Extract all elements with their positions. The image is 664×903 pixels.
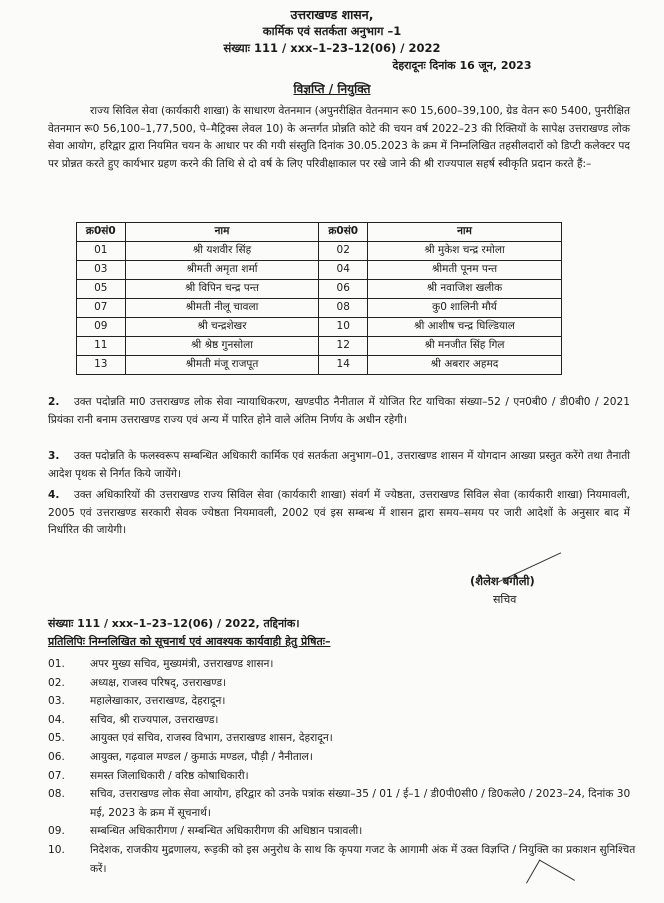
list-item-text: आयुक्त, गढ़वाल मण्डल / कुमाऊं मण्डल, पौड़ी / नैनीताल। — [90, 750, 313, 763]
cell-name: श्री नवाजिश खलीक — [368, 280, 562, 299]
table-row — [77, 299, 562, 318]
cell-name: श्री चन्द्रशेखर — [125, 318, 319, 337]
govt-header: उत्तराखण्ड शासन, — [290, 7, 374, 22]
list-item — [48, 748, 638, 767]
cell-name: श्री मनजीत सिंह गिल — [368, 337, 562, 356]
para-text: उक्त पदोन्नति मा0 उत्तराखण्ड लोक सेवा न्यायाधिकरण, खण्डपीठ नैनीताल में योजित रिट याचिका संख्या–52 / एन0बी0 / डी0बी0 / 2021 प्रियंका रानी बनाम उत्तराखण्ड राज्य एवं अन्य में पारित होने वाले अंतिम निर्णय के अधीन रहेगी। — [48, 396, 630, 426]
cell-name: श्री यशवीर सिंह — [125, 242, 319, 261]
cell-sno: 14 — [319, 356, 368, 375]
reference-number: संख्याः 111 / xxx–1–23–12(06) / 2022 — [223, 41, 441, 55]
list-item — [48, 729, 638, 748]
cell-name: श्रीमती अमृता शर्मा — [125, 261, 319, 280]
paragraph-3 — [48, 448, 630, 483]
list-item — [48, 711, 638, 730]
list-item-text: सम्बन्धित अधिकारीगण / सम्बन्धित अधिकारीगण की अधिष्ठान पत्रावली। — [90, 825, 363, 838]
col-header-name-2: नाम — [368, 223, 562, 242]
list-item-text: समस्त जिलाधिकारी / वरिष्ठ कोषाधिकारी। — [90, 769, 249, 782]
list-item-number: 07. — [48, 769, 65, 782]
list-item-text: सचिव, उत्तराखण्ड लोक सेवा आयोग, हरिद्वार को उनके पत्रांक संख्या–35 / 01 / ई–1 / डी0पी0सी0 / डि0कले0 / 2023–24, दिनांक 30 मई, 2023 के क्रम में सूचनार्थ। — [90, 788, 631, 819]
cell-sno: 08 — [319, 299, 368, 318]
para-number: 2. — [48, 396, 60, 408]
list-item — [48, 692, 638, 711]
intro-paragraph: राज्य सिविल सेवा (कार्यकारी शाखा) के साधारण वेतनमान (अपुनरीक्षित वेतनमान रू0 15,600–39,100, ग्रेड वेतन रू0 5400, पुनरीक्षित वेतनमान रू0 56,100–1,77,500, पे–मैट्रिक्स लेवल 10) के अन्तर्गत प्रोन्नति कोटे की चयन वर्ष 2022–23 की रिक्तियों के सापेक्ष उत्तराखण्ड लोक सेवा आयोग, हरिद्वार द्वारा नियमित चयन के आधार पर की गयी संस्तुति दिनांक 30.05.2023 के क्रम में निम्नलिखित तहसीलदारों को डिप्टी कलेक्टर पद पर प्रोन्नत करते हुए कार्यभार ग्रहण करने की तिथि से दो वर्ष के लिए परिवीक्षाकाल पर रखे जाने की श्री राज्यपाल सहर्ष स्वीकृति प्रदान करते हैं:– — [48, 105, 630, 170]
list-item — [48, 822, 638, 841]
cell-sno: 02 — [319, 242, 368, 261]
para-number: 4. — [48, 489, 60, 501]
department-line: कार्मिक एवं सतर्कता अनुभाग –1 — [262, 24, 402, 38]
list-item-number: 01. — [48, 658, 65, 670]
table-row — [77, 280, 562, 299]
cell-sno: 03 — [77, 261, 126, 280]
cell-sno: 13 — [77, 356, 126, 375]
para-text: उक्त पदोन्नति के फलस्वरूप सम्बन्धित अधिकारी कार्मिक एवं सतर्कता अनुभाग–01, उत्तराखण्ड शासन में योगदान आख्या प्रस्तुत करेंगे तथा तैनाती आदेश पृथक से निर्गत किये जायेंगे। — [48, 450, 630, 480]
col-header-sno-1: क्र0सं0 — [77, 223, 126, 242]
cell-sno: 10 — [319, 318, 368, 337]
cell-name: श्री मुकेश चन्द्र रमोला — [368, 242, 562, 261]
cell-sno: 06 — [319, 280, 368, 299]
cell-name: श्रीमती मंजू राजपूत — [125, 356, 319, 375]
para-number: 3. — [48, 450, 60, 462]
list-item — [48, 674, 638, 693]
cell-name: श्रीमती नीलू चावला — [125, 299, 319, 318]
list-item-text: सचिव, श्री राज्यपाल, उत्तराखण्ड। — [90, 713, 219, 726]
cell-name: श्री अबरार अहमद — [368, 356, 562, 375]
cell-sno: 11 — [77, 337, 126, 356]
list-item-number: 08. — [48, 788, 65, 801]
copy-heading: प्रतिलिपिः निम्नलिखित को सूचनार्थ एवं आवश्यक कार्यवाही हेतु प्रेषितः– — [48, 635, 331, 648]
table-row — [77, 318, 562, 337]
cell-sno: 07 — [77, 299, 126, 318]
cell-sno: 04 — [319, 261, 368, 280]
list-item-text: निदेशक, राजकीय मुद्रणालय, रूड़की को इस अनुरोध के साथ कि कृपया गजट के आगामी अंक में उक्त विज्ञप्ति / नियुक्ति का प्रकाशन सुनिश्चित करें। — [90, 843, 636, 875]
date-line: देहरादूनः दिनांक 16 जून, 2023 — [392, 59, 532, 72]
list-item-number: 02. — [48, 676, 65, 689]
table-row — [77, 356, 562, 375]
signatory-title: सचिव — [493, 593, 517, 606]
list-item-number: 04. — [48, 713, 65, 726]
cell-sno: 12 — [319, 337, 368, 356]
cell-name: कु0 शालिनी मौर्य — [368, 299, 562, 318]
para-text: उक्त अधिकारियों की उत्तराखण्ड राज्य सिविल सेवा (कार्यकारी शाखा) संवर्ग में ज्येष्ठता, उत्तराखण्ड सिविल सेवा (कार्यकारी शाखा) नियमावली, 2005 एवं उत्तराखण्ड सरकारी सेवक ज्येष्ठता नियमावली, 2002 एवं इस सम्बन्ध में शासन द्वारा समय–समय पर जारी आदेशों के अनुसार बाद में निर्धारित की जायेगी। — [48, 489, 630, 536]
cell-sno: 09 — [77, 318, 126, 337]
table-row — [77, 242, 562, 261]
list-item-number: 09. — [48, 825, 65, 838]
cell-name: श्री आशीष चन्द्र घिल्डियाल — [368, 318, 562, 337]
cell-name: श्रीमती पूनम पन्त — [368, 261, 562, 280]
list-item-number: 05. — [48, 732, 65, 745]
list-item — [48, 767, 638, 786]
copy-list — [48, 655, 638, 878]
paragraph-4 — [48, 487, 630, 540]
col-header-name-1: नाम — [125, 223, 319, 242]
subject-heading: विज्ञप्ति / नियुक्ति — [293, 82, 371, 96]
cell-name: श्री श्रेष्ठ गुनसोला — [125, 337, 319, 356]
cell-sno: 01 — [77, 242, 126, 261]
table-header-row — [77, 223, 562, 242]
list-item-text: आयुक्त एवं सचिव, राजस्व विभाग, उत्तराखण्ड शासन, देहरादून। — [90, 732, 333, 745]
table-row — [77, 337, 562, 356]
list-item-text: अपर मुख्य सचिव, मुख्यमंत्री, उत्तराखण्ड शासन। — [90, 658, 274, 670]
copy-reference: संख्याः 111 / xxx–1–23–12(06) / 2022, तद्दिनांक। — [48, 617, 300, 630]
list-item-number: 06. — [48, 750, 65, 763]
table-row — [77, 261, 562, 280]
cell-sno: 05 — [77, 280, 126, 299]
list-item — [48, 785, 638, 822]
list-item-number: 10. — [48, 843, 65, 856]
list-item — [48, 655, 638, 674]
officers-table — [76, 222, 562, 375]
cell-name: श्री विपिन चन्द्र पन्त — [125, 280, 319, 299]
paragraph-2 — [48, 394, 630, 429]
list-item-text: महालेखाकार, उत्तराखण्ड, देहरादून। — [90, 695, 226, 708]
col-header-sno-2: क्र0सं0 — [319, 223, 368, 242]
list-item-text: अध्यक्ष, राजस्व परिषद्, उत्तराखण्ड। — [90, 676, 227, 689]
signatory-name: (शैलेश बगौली) — [470, 574, 535, 588]
list-item-number: 03. — [48, 695, 65, 708]
